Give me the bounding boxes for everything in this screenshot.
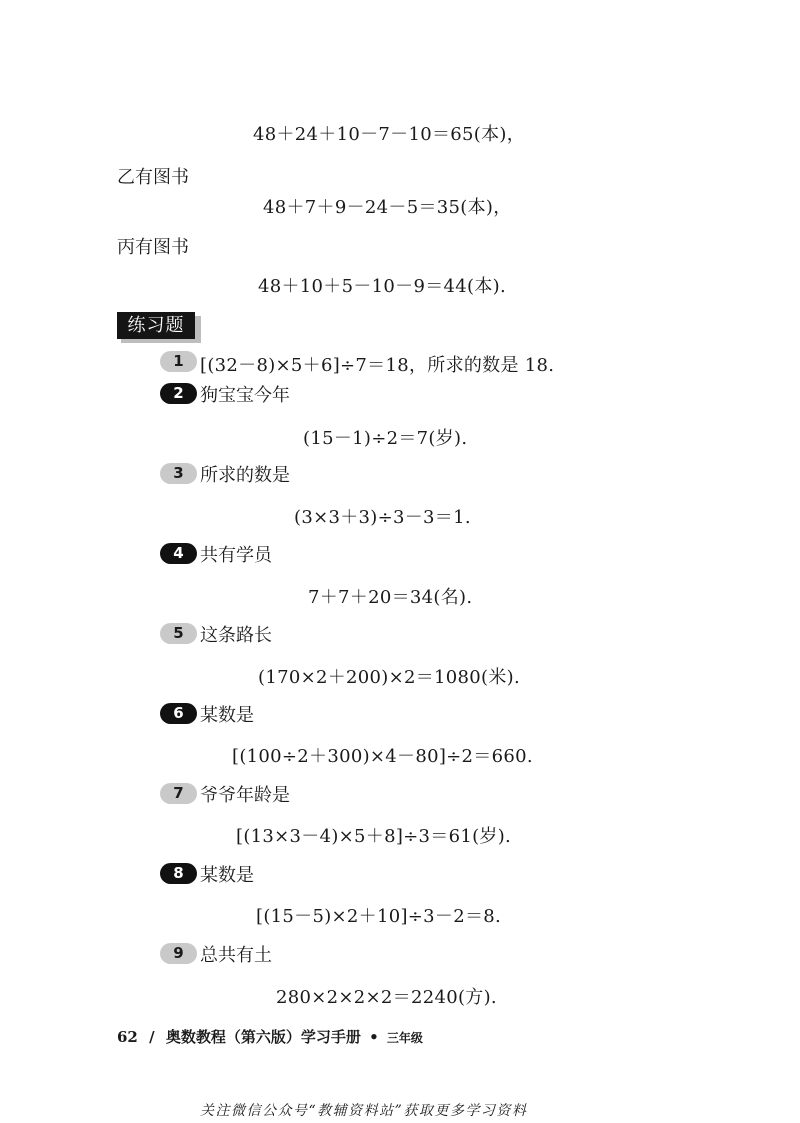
- equation-yi: 48＋7＋9－24－5＝35(本)，: [263, 197, 512, 218]
- problem-3-badge: 3: [160, 463, 197, 484]
- problem-6-label: 某数是: [200, 705, 254, 726]
- page-footer: [117, 1026, 423, 1047]
- problem-7-equation: [(13×3－4)×5＋8]÷3＝61(岁).: [236, 826, 512, 847]
- problem-4-badge: 4: [160, 543, 197, 564]
- problem-5-label: 这条路长: [200, 625, 272, 646]
- problem-8-equation: [(15－5)×2＋10]÷3－2＝8.: [256, 906, 502, 927]
- problem-6-equation: [(100÷2＋300)×4－80]÷2＝660.: [232, 746, 533, 767]
- problem-1-text: [(32－8)×5＋6]÷7＝18，所求的数是 18.: [200, 355, 555, 376]
- problem-2-label: 狗宝宝今年: [200, 385, 290, 406]
- problem-8-label: 某数是: [200, 865, 254, 886]
- problem-1-badge: 1: [160, 351, 197, 372]
- problem-7-label: 爷爷年龄是: [200, 785, 290, 806]
- label-yi: 乙有图书: [117, 167, 189, 188]
- page-number: 62: [117, 1028, 138, 1046]
- grade-label: 三年级: [386, 1031, 423, 1045]
- book-title: 奥数教程（第六版）学习手册: [165, 1028, 361, 1046]
- problem-3-label: 所求的数是: [200, 465, 290, 486]
- problem-9-badge: 9: [160, 943, 197, 964]
- equation-jia: 48＋24＋10－7－10＝65(本)，: [253, 124, 526, 145]
- equation-bing: 48＋10＋5－10－9＝44(本).: [258, 276, 506, 297]
- problem-5-badge: 5: [160, 623, 197, 644]
- problem-9-label: 总共有土: [200, 945, 272, 966]
- footer-dot: •: [369, 1028, 379, 1046]
- problem-2-equation: (15－1)÷2＝7(岁).: [303, 428, 468, 449]
- problem-6-badge: 6: [160, 703, 197, 724]
- problem-4-equation: 7＋7＋20＝34(名).: [308, 587, 473, 608]
- problem-5-equation: (170×2＋200)×2＝1080(米).: [258, 667, 521, 688]
- footer-slash: /: [149, 1028, 155, 1046]
- problem-2-badge: 2: [160, 383, 197, 404]
- section-title: 练习题: [117, 312, 195, 339]
- problem-4-label: 共有学员: [200, 545, 272, 566]
- problem-9-equation: 280×2×2×2＝2240(方).: [276, 987, 497, 1008]
- problem-7-badge: 7: [160, 783, 197, 804]
- label-bing: 丙有图书: [117, 237, 189, 258]
- problem-3-equation: (3×3＋3)÷3－3＝1.: [294, 507, 471, 528]
- problem-8-badge: 8: [160, 863, 197, 884]
- promo-watermark: 关注微信公众号“教辅资料站”获取更多学习资料: [200, 1103, 528, 1119]
